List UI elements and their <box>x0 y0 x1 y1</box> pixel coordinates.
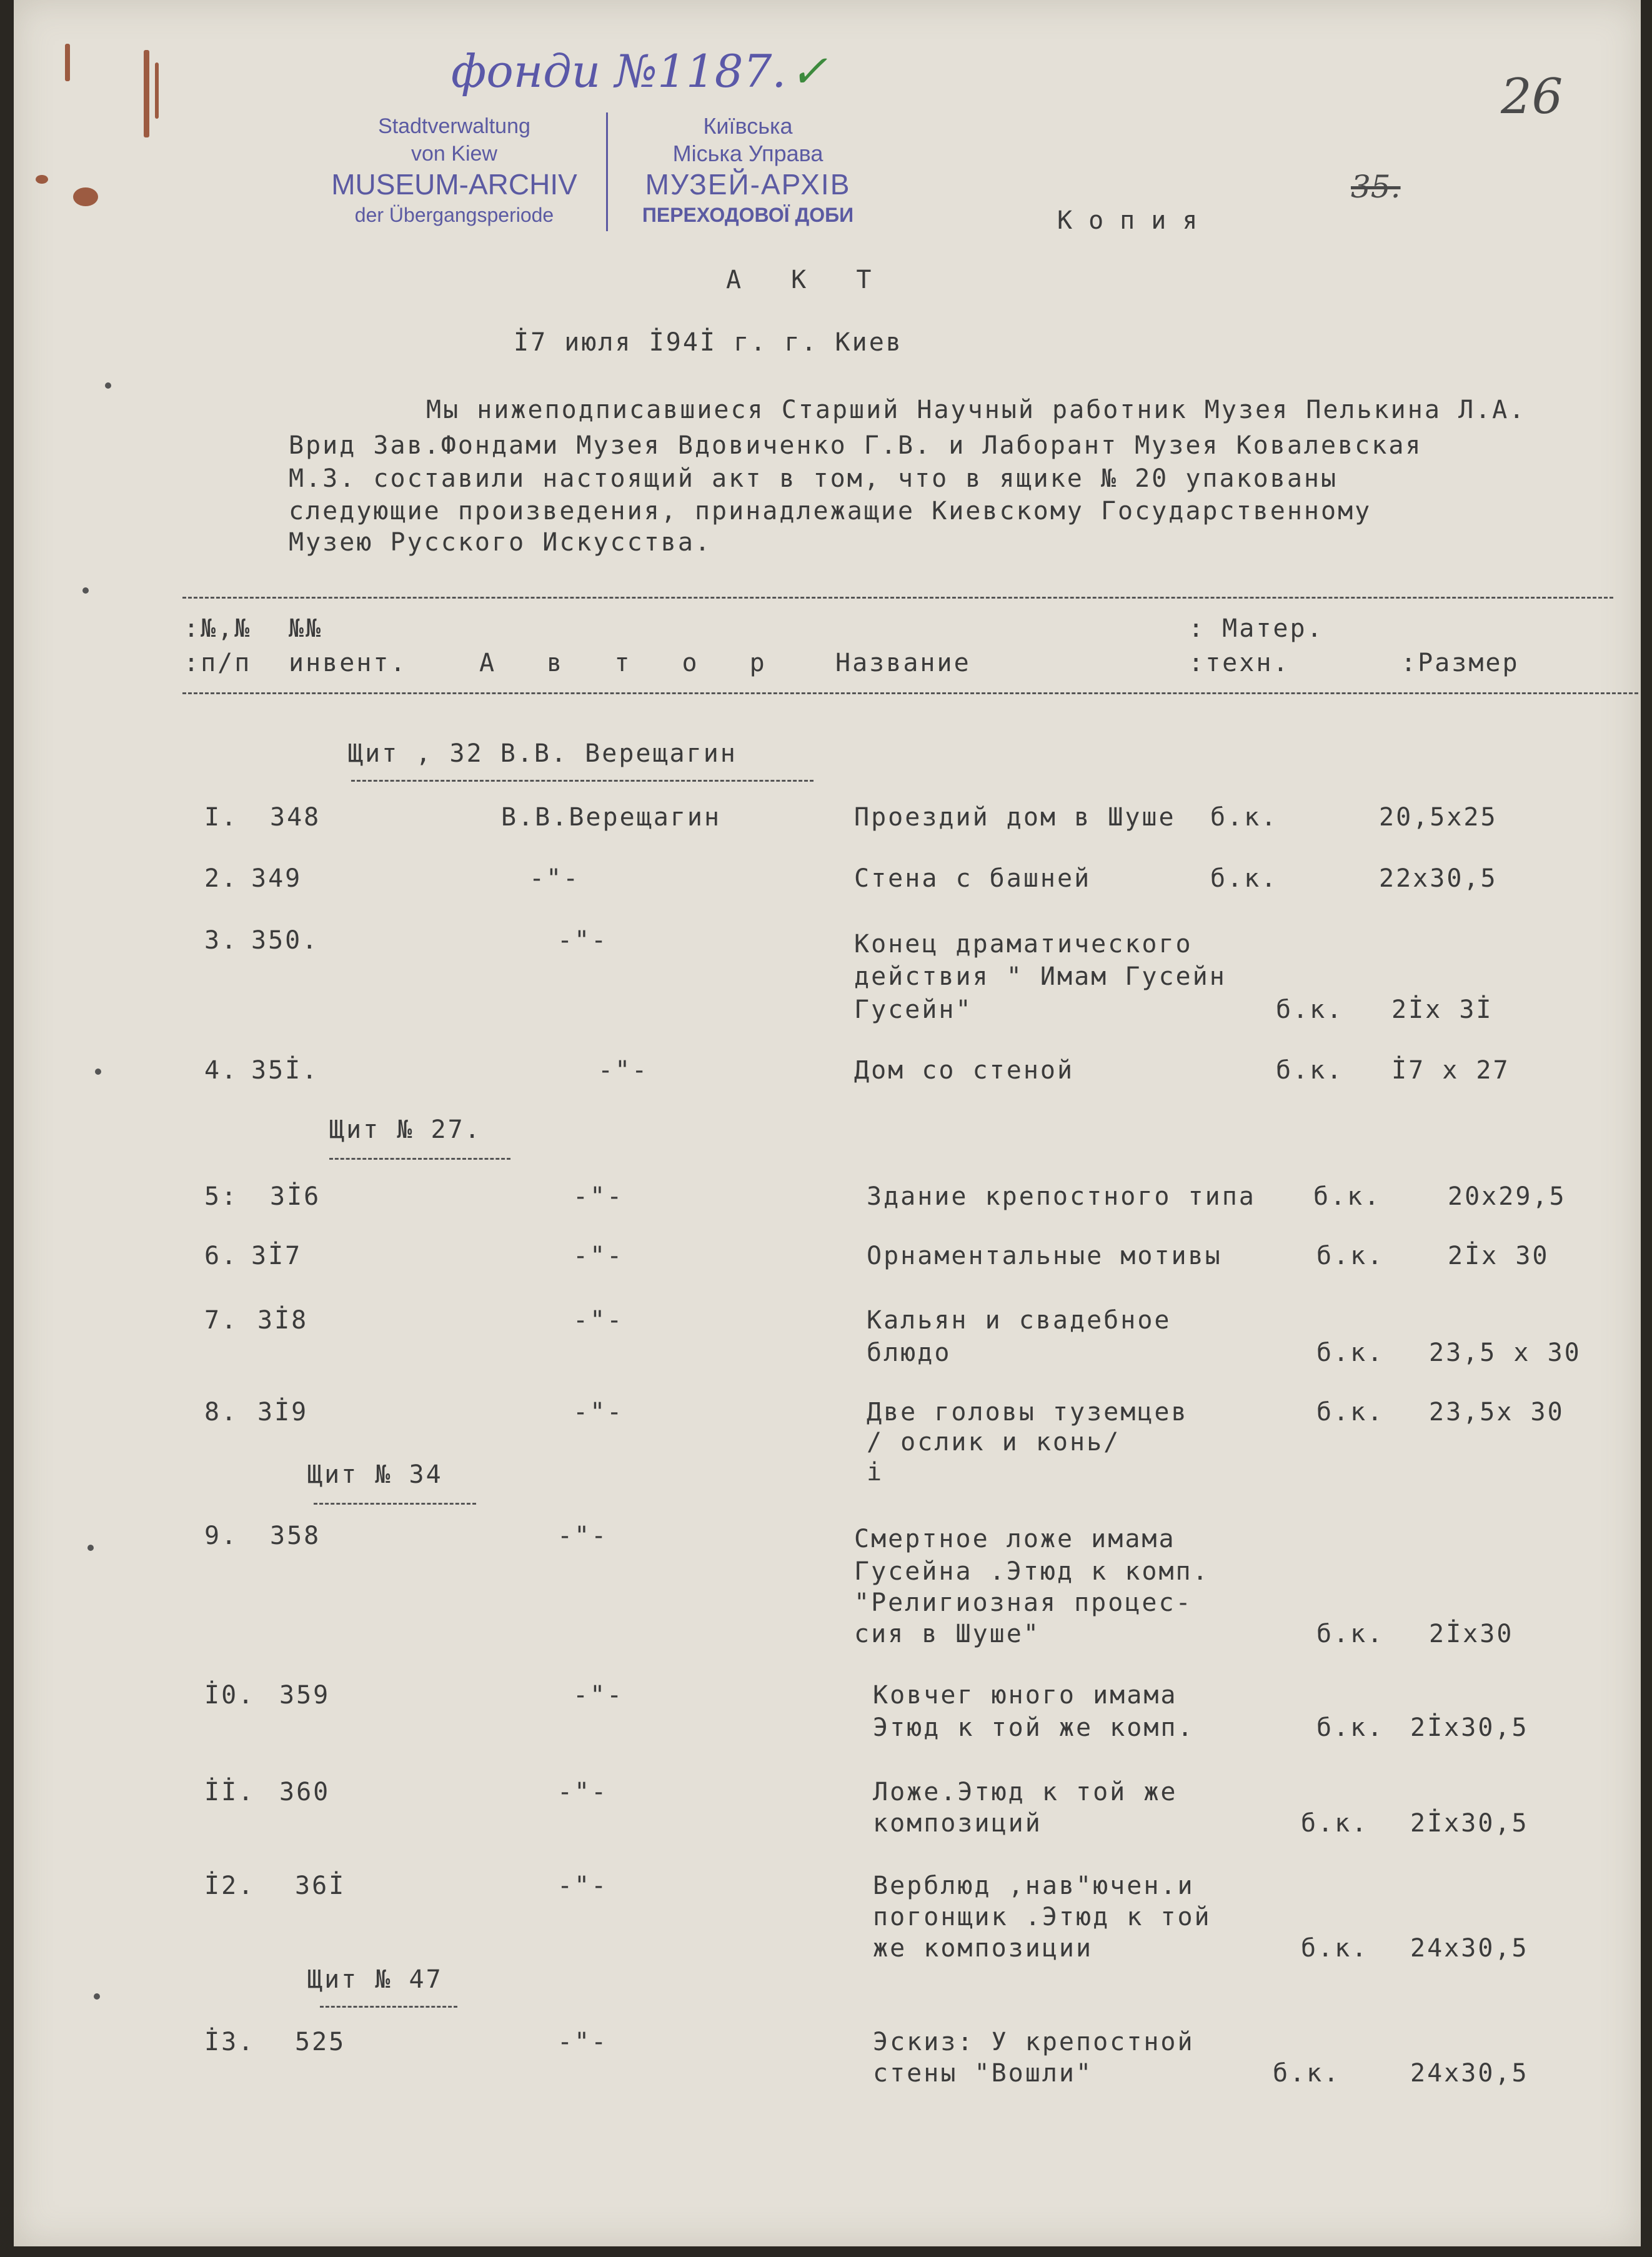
document-page: фонди №1187.✓ 26 35. Stadtverwaltung von Kiew MUSEUM-ARCHIV der Übergangsperiode Київська Міська Управа МУЗЕЙ-АРХІВ ПЕРЕХОДОВОЇ ДОБИ Копия А К Т İ7 июля İ94İ г. г. Киев Мы нижеподписавшиеся Старший Научный работник Музея Пелькина Л.А. Врид Зав.Фондами Музея Вдовиченко Г.В. и Лаборант Музея Ковалевская М.З. составили настоящий акт в том, что в ящике № 20 упакованы следующие произведения, принадлежащие Киевскому Государственному Музею Русского Искусства. :№,№ :п/п №№ инвент. А в т о р Название : Матер. :техн. :Размер Щит , 32 В.В. Верещагин I. 348 В.В.Верещагин Проездий дом в Шуше б.к. 20,5х25 2. 349 -"- Стена с башней б.к. 22х30,5 3. 350. -"- Конец драматического действия " Имам Гусейн Гусейн" б.к. 2İх 3İ 4. 35İ. -"- Дом со стеной б.к. İ7 х 27 Щит № 27. 5: 3İ6 -"- Здание крепостного типа б.к. 20х29,5 6. 3İ7 -"- Орнаментальные мотивы б.к. 2İх 30 7. 3İ8 -"- Кальян и свадебное блюдо б.к. 23,5 х 30 8. 3İ9 -"- Две головы туземцев / ослик и конь/ i б.к. 23,5х 30 Щит № 34 9. 358 -"- Смертное ложе имама Гусейна .Этюд к комп. "Религиозная процес- сия в Шуше" б.к. 2İх30 İ0. 359 -"- Ковчег юного имама Этюд к той же комп. б.к. 2İх30,5 İİ. 360 -"- Ложе.Этюд к той же композиций б.к. 2İх30,5 İ2. 36İ -"- Верблюд ,нав"ючен.и погонщик .Этюд к той же композиции б.к. 24х30,5 Щит № 47 İ3. 525 -"- Эскиз: У крепостной стены "Вошли" б.к. 24х30,5 <box>14 0 1641 2246</box>
table-rule-top <box>182 597 1613 599</box>
rust-stain <box>73 187 98 206</box>
date-place-line: İ7 июля İ94İ г. г. Киев <box>514 328 903 357</box>
punch-hole <box>82 587 89 594</box>
punch-hole <box>94 1993 100 2000</box>
rust-stain <box>144 50 149 137</box>
shield-underline <box>329 1158 510 1160</box>
punch-hole <box>105 382 111 389</box>
punch-hole <box>87 1545 94 1551</box>
shield-heading: Щит № 47 <box>307 1965 443 1994</box>
punch-hole <box>95 1069 101 1075</box>
rust-stain <box>65 44 70 81</box>
rust-stain <box>36 175 48 184</box>
stamp-divider <box>606 112 608 231</box>
archive-stamp-german: Stadtverwaltung von Kiew MUSEUM-ARCHIV der Übergangsperiode <box>331 114 577 226</box>
rust-stain <box>155 62 159 119</box>
handwritten-fond-number: фонди №1187.✓ <box>451 45 828 97</box>
shield-heading: Щит № 27. <box>329 1115 482 1144</box>
archive-stamp-ukrainian: Київська Міська Управа МУЗЕЙ-АРХІВ ПЕРЕХОДОВОЇ ДОБИ <box>642 113 854 226</box>
shield-heading: Щит , 32 В.В. Верещагин <box>348 739 737 768</box>
shield-underline <box>320 2006 457 2008</box>
handwritten-old-number: 35. <box>1351 169 1401 205</box>
copy-label: Копия <box>1057 206 1214 235</box>
handwritten-page-number: 26 <box>1501 69 1563 125</box>
document-title: А К Т <box>726 266 889 294</box>
shield-underline <box>351 780 814 782</box>
table-rule-bottom <box>182 692 1638 694</box>
shield-heading: Щит № 34 <box>307 1460 443 1489</box>
shield-underline <box>314 1503 476 1505</box>
